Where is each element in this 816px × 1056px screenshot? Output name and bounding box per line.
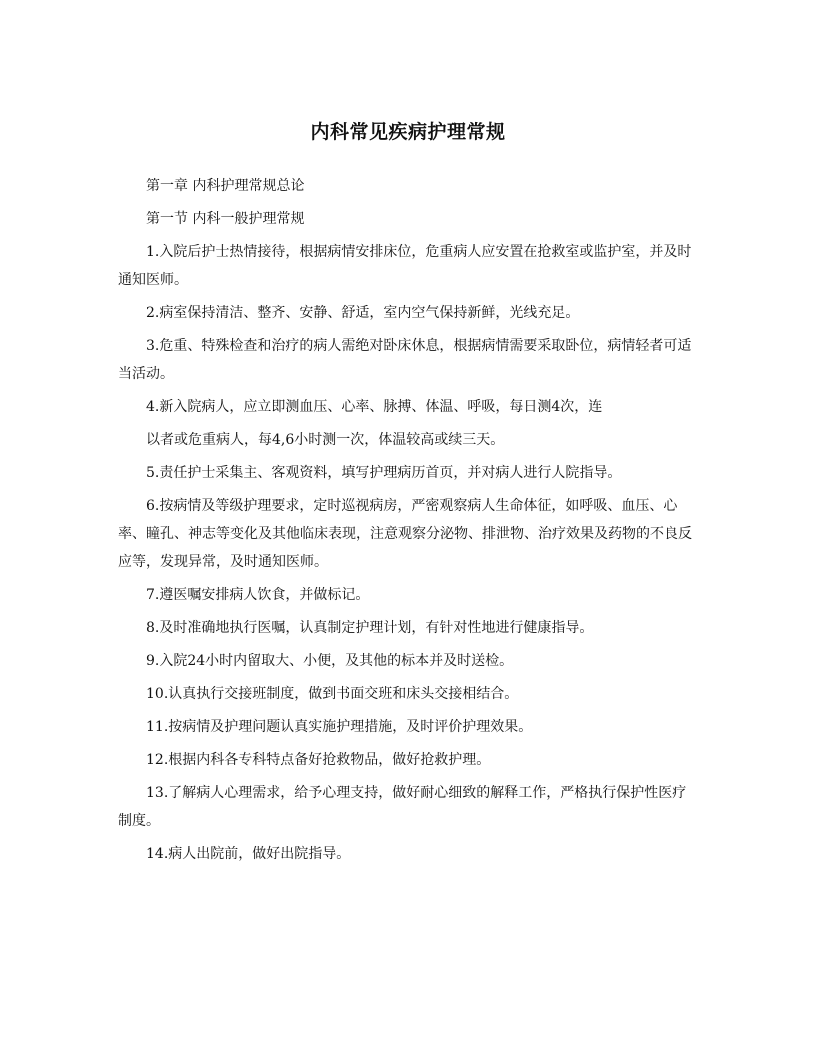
paragraph-item-6: 6.按病情及等级护理要求，定时巡视病房，严密观察病人生命体征，如呼吸、血压、心率、瞳孔、神志等变化及其他临床表现，注意观察分泌物、排泄物、治疗效果及药物的不良反应等，发现异常，及时通知医师。 xyxy=(118,498,692,570)
paragraph-item-10: 10.认真执行交接班制度，做到书面交班和床头交接相结合。 xyxy=(146,686,519,702)
paragraph-item-14: 14.病人出院前，做好出院指导。 xyxy=(146,846,351,862)
paragraph-item-8: 8.及时准确地执行医嘱，认真制定护理计划，有针对性地进行健康指导。 xyxy=(146,620,594,636)
paragraph-item-13: 13.了解病人心理需求，给予心理支持，做好耐心细致的解释工作，严格执行保护性医疗制度。 xyxy=(118,785,687,829)
document-body xyxy=(118,172,698,873)
paragraph-item-9: 9.入院24小时内留取大、小便，及其他的标本并及时送检。 xyxy=(146,653,514,669)
paragraph-item-5: 5.责任护士采集主、客观资料，填写护理病历首页，并对病人进行人院指导。 xyxy=(146,465,622,481)
paragraph-item-11: 11.按病情及护理问题认真实施护理措施，及时评价护理效果。 xyxy=(146,719,533,735)
chapter-heading: 第一章 内科护理常规总论 xyxy=(146,178,305,194)
paragraph-item-3: 3.危重、特殊检查和治疗的病人需绝对卧床休息，根据病情需要采取卧位，病情轻者可适当活动。 xyxy=(118,338,692,382)
paragraph-item-12: 12.根据内科各专科特点备好抢救物品，做好抢救护理。 xyxy=(146,752,491,768)
section-heading: 第一节 内科一般护理常规 xyxy=(146,211,305,227)
paragraph-item-7: 7.遵医嘱安排病人饮食，并做标记。 xyxy=(146,587,370,603)
document-title: 内科常见疾病护理常规 xyxy=(310,121,506,143)
paragraph-item-4: 4.新入院病人，应立即测血压、心率、脉搏、体温、呼吸，每日测4次，连 xyxy=(146,399,603,415)
paragraph-item-2: 2.病室保持清洁、整齐、安静、舒适，室内空气保持新鲜，光线充足。 xyxy=(146,305,580,321)
paragraph-item-1: 1.入院后护士热情接待，根据病情安排床位，危重病人应安置在抢救室或监护室，并及时通知医师。 xyxy=(118,244,692,288)
paragraph-item-4-continued: 以者或危重病人，每4,6小时测一次，体温较高或续三天。 xyxy=(146,432,505,448)
